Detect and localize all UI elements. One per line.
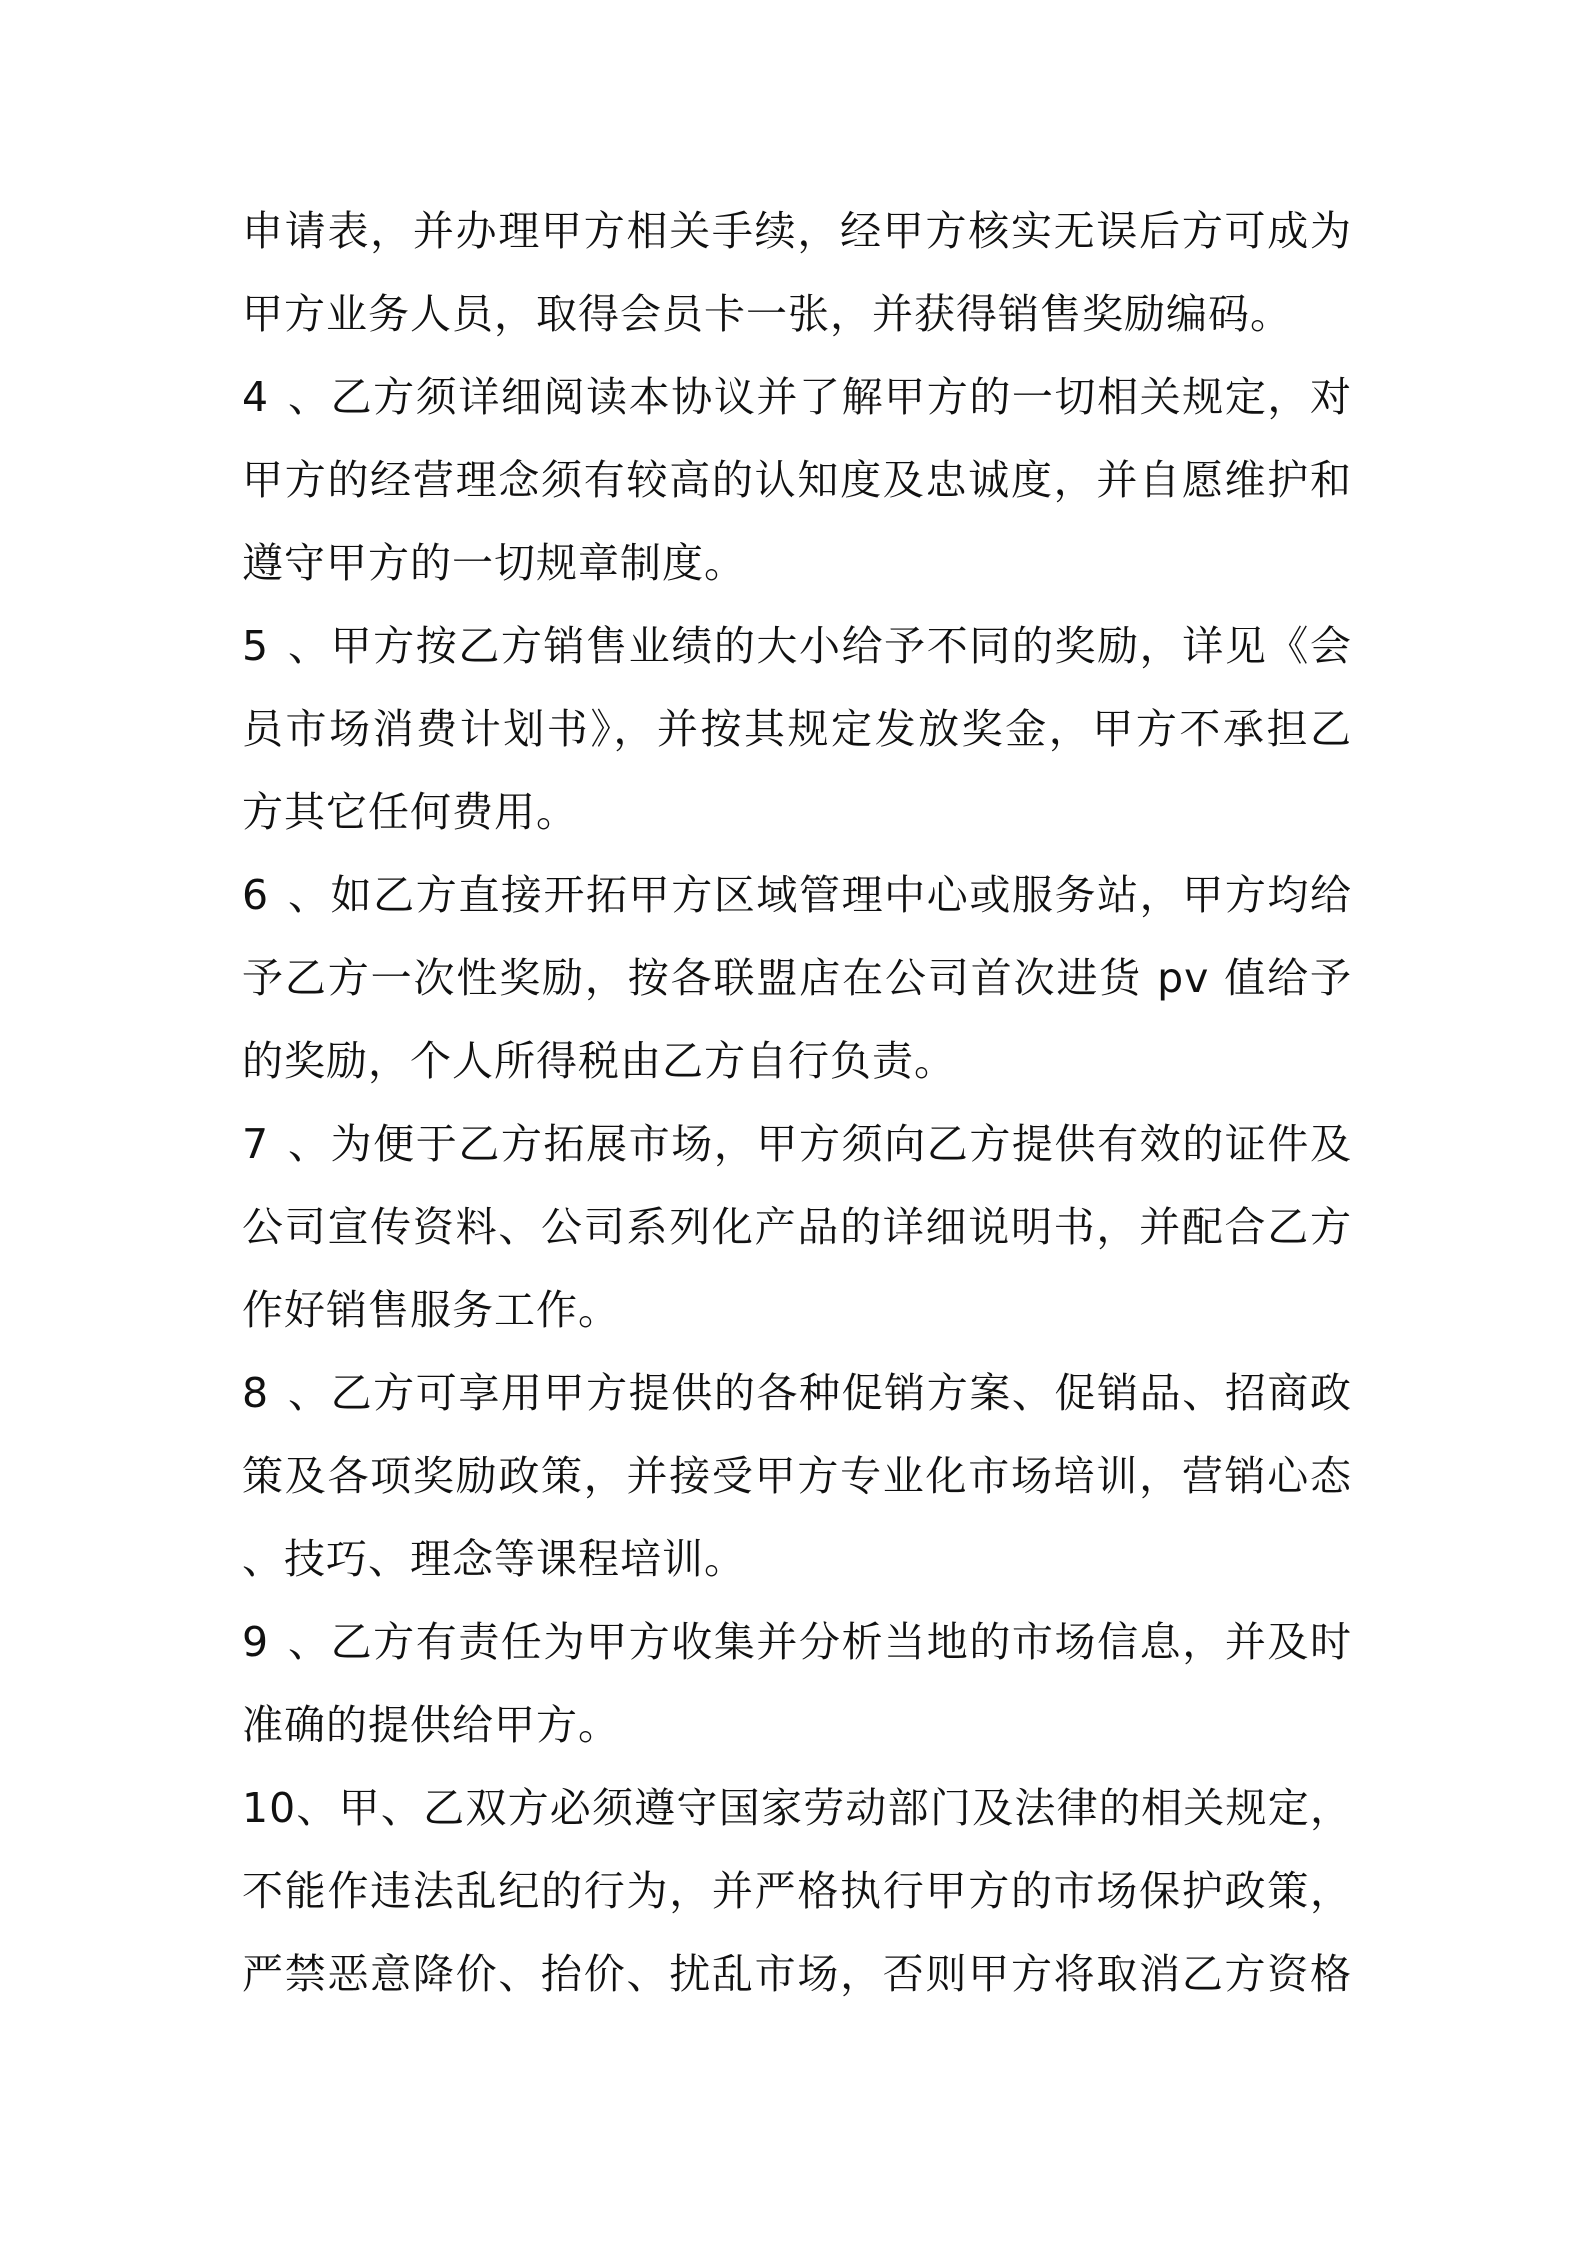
line-text: 乙方可享用甲方提供的各种促销方案、促销品、招商政 <box>330 1369 1352 1417</box>
clause-number: 7、 <box>242 1120 330 1168</box>
line-text: 甲方业务人员，取得会员卡一张，并获得销售奖励编码。 <box>242 290 1292 338</box>
document-line <box>242 196 1352 279</box>
document-line <box>242 1192 1352 1275</box>
document-line <box>242 362 1352 445</box>
document-line <box>242 445 1352 528</box>
line-text: 乙方有责任为甲方收集并分析当地的市场信息，并及时 <box>330 1618 1352 1666</box>
line-text: 甲方按乙方销售业绩的大小给予不同的奖励，详见《会 <box>330 622 1352 670</box>
document-line <box>242 528 1352 611</box>
line-text: 策及各项奖励政策，并接受甲方专业化市场培训，营销心态 <box>242 1452 1352 1500</box>
line-text: 予乙方一次性奖励，按各联盟店在公司首次进货 pv 值给予 <box>242 954 1352 1002</box>
document-line <box>242 279 1352 362</box>
document-line <box>242 777 1352 860</box>
line-text: 准确的提供给甲方。 <box>242 1701 620 1749</box>
line-text: 甲方的经营理念须有较高的认知度及忠诚度，并自愿维护和 <box>242 456 1352 504</box>
document-line <box>242 1856 1352 1939</box>
line-text: 严禁恶意降价、抬价、扰乱市场，否则甲方将取消乙方资格 <box>242 1950 1352 1998</box>
line-text: 申请表，并办理甲方相关手续，经甲方核实无误后方可成为 <box>242 207 1352 255</box>
document-body <box>242 196 1352 2022</box>
clause-number: 9、 <box>242 1618 330 1666</box>
document-line <box>242 1607 1352 1690</box>
document-line <box>242 611 1352 694</box>
document-line <box>242 1109 1352 1192</box>
document-line <box>242 1275 1352 1358</box>
clause-number: 4、 <box>242 373 330 421</box>
line-text: 不能作违法乱纪的行为，并严格执行甲方的市场保护政策， <box>242 1867 1352 1915</box>
clause-number: 8、 <box>242 1369 330 1417</box>
line-text: 如乙方直接开拓甲方区域管理中心或服务站，甲方均给 <box>330 871 1352 919</box>
line-text: 、技巧、理念等课程培训。 <box>242 1535 746 1583</box>
clause-number: 5、 <box>242 622 330 670</box>
line-text: 公司宣传资料、公司系列化产品的详细说明书，并配合乙方 <box>242 1203 1352 1251</box>
line-text: 作好销售服务工作。 <box>242 1286 620 1334</box>
document-line <box>242 860 1352 943</box>
line-text: 为便于乙方拓展市场，甲方须向乙方提供有效的证件及 <box>330 1120 1352 1168</box>
document-line <box>242 1358 1352 1441</box>
line-text: 遵守甲方的一切规章制度。 <box>242 539 746 587</box>
line-text: 乙方须详细阅读本协议并了解甲方的一切相关规定，对 <box>330 373 1352 421</box>
line-text: 的奖励，个人所得税由乙方自行负责。 <box>242 1037 956 1085</box>
line-text: 方其它任何费用。 <box>242 788 578 836</box>
document-line <box>242 1773 1352 1856</box>
document-line <box>242 1441 1352 1524</box>
line-text: 10、甲、乙双方必须遵守国家劳动部门及法律的相关规定， <box>242 1784 1352 1832</box>
document-line <box>242 1026 1352 1109</box>
document-line <box>242 1690 1352 1773</box>
clause-number: 6、 <box>242 871 330 919</box>
document-line <box>242 943 1352 1026</box>
line-text: 员市场消费计划书》，并按其规定发放奖金，甲方不承担乙 <box>242 705 1352 753</box>
document-line <box>242 1524 1352 1607</box>
document-line <box>242 1939 1352 2022</box>
document-line <box>242 694 1352 777</box>
